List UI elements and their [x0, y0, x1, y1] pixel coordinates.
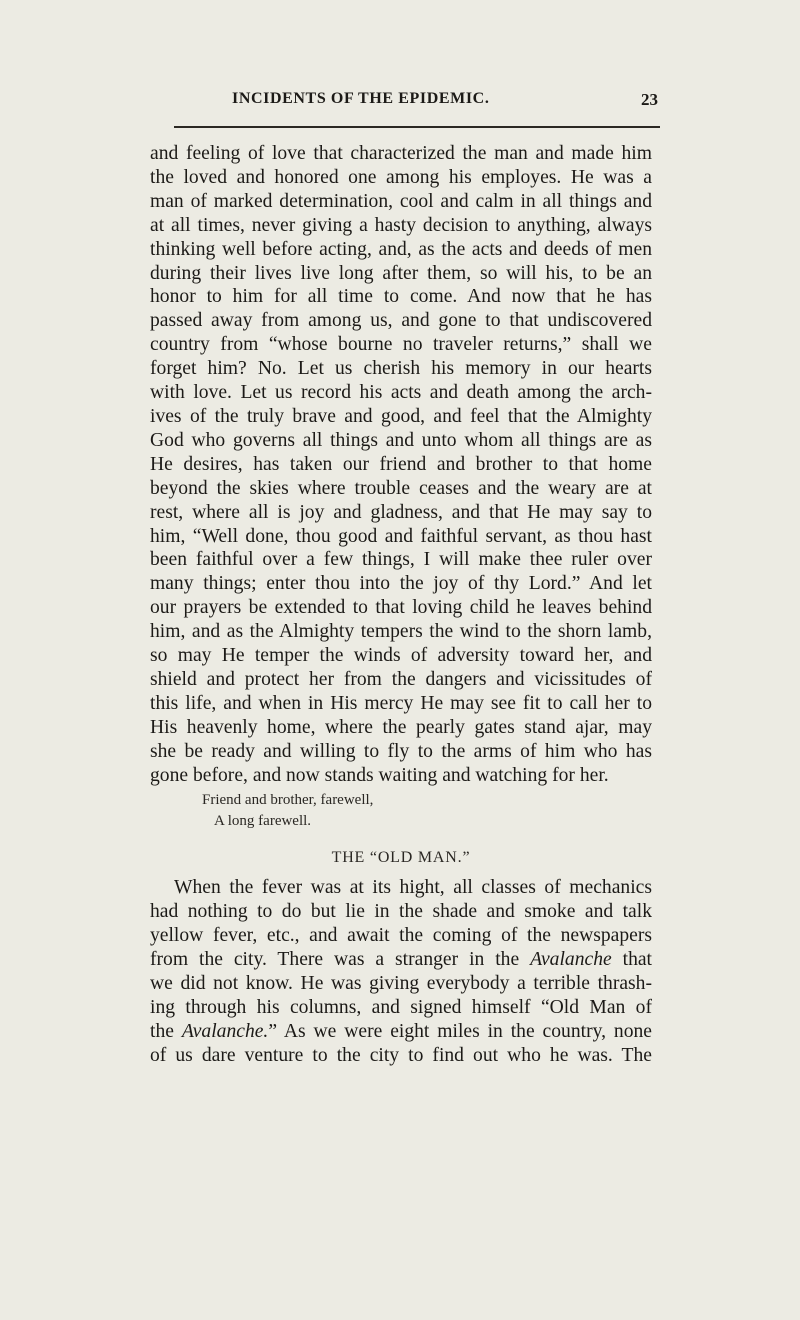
- text-line: man of marked determination, cool and calm in all things and: [150, 190, 652, 212]
- text-line: she be ready and willing to fly to the arms of him who has: [150, 740, 652, 762]
- text-line: yellow fever, etc., and await the coming of the newspapers: [150, 925, 652, 947]
- book-page: [0, 90, 800, 1320]
- text-line: ives of the truly brave and good, and feel that the Almighty: [150, 405, 652, 427]
- page-body: [150, 142, 652, 1068]
- text-line: we did not know. He was giving everybody a terrible thrash-: [150, 973, 652, 994]
- text-line: [150, 948, 652, 972]
- section-heading: THE “OLD MAN.”: [331, 849, 471, 867]
- text-line: the loved and honored one among his employes. He was a: [150, 166, 652, 188]
- text-line: rest, where all is joy and gladness, and that He may say to: [150, 501, 652, 523]
- text-line: shield and protect her from the dangers and vicissitudes of: [150, 668, 652, 690]
- text-run: that: [611, 949, 652, 971]
- text-line: our prayers be extended to that loving child he leaves behind: [150, 597, 652, 619]
- text-line: so may He temper the winds of adversity toward her, and: [150, 645, 652, 667]
- paragraph-old-man: [150, 876, 652, 1067]
- text-line: him, and as the Almighty tempers the wind to the shorn lamb,: [150, 621, 652, 643]
- text-line: thinking well before acting, and, as the acts and deeds of men: [150, 238, 652, 260]
- text-line: this life, and when in His mercy He may see fit to call her to: [150, 692, 652, 714]
- text-line: during their lives live long after them, so will his, to be an: [150, 262, 652, 284]
- text-line: passed away from among us, and gone to that undiscovered: [150, 310, 652, 332]
- text-line: him, “Well done, thou good and faithful servant, as thou hast: [150, 525, 652, 547]
- text-line: gone before, and now stands waiting and watching for her.: [150, 764, 609, 786]
- text-line: and feeling of love that characterized the man and made him: [150, 143, 652, 164]
- page-number: 23: [641, 90, 658, 109]
- verse-stanza: [202, 790, 652, 832]
- text-line: country from “whose bourne no traveler returns,” shall we: [150, 334, 652, 356]
- text-line: many things; enter thou into the joy of thy Lord.” And let: [150, 573, 652, 595]
- header-rule: [174, 126, 660, 128]
- text-line: honor to him for all time to come. And now that he has: [150, 286, 652, 308]
- italic-title: Avalanche.: [181, 1020, 269, 1042]
- text-run: ” As we were eight miles in the country, none: [268, 1020, 652, 1042]
- text-line: with love. Let us record his acts and death among the arch-: [150, 382, 652, 404]
- verse-line: Friend and brother, farewell,: [202, 792, 374, 809]
- text-line: When the fever was at its hight, all classes of mechanics: [174, 877, 652, 899]
- text-line: at all times, never giving a hasty decision to anything, always: [150, 214, 652, 236]
- page-header: [150, 90, 658, 120]
- text-line: [150, 1020, 652, 1044]
- text-line: His heavenly home, where the pearly gates stand ajar, may: [150, 716, 652, 738]
- text-line: of us dare venture to the city to find out who he was. The: [150, 1044, 652, 1066]
- verse-line: A long farewell.: [214, 813, 312, 830]
- text-line: He desires, has taken our friend and brother to that home: [150, 453, 652, 475]
- text-line: ing through his columns, and signed himself “Old Man of: [150, 996, 652, 1018]
- running-head: INCIDENTS OF THE EPIDEMIC.: [232, 90, 490, 107]
- text-run: from the city. There was a stranger in the: [150, 949, 531, 971]
- text-line: forget him? No. Let us cherish his memory in our hearts: [150, 358, 652, 380]
- text-line: beyond the skies where trouble ceases and the weary are at: [150, 477, 652, 499]
- italic-title: Avalanche: [530, 949, 612, 971]
- text-line: had nothing to do but lie in the shade and smoke and talk: [150, 901, 652, 923]
- text-line: God who governs all things and unto whom all things are as: [150, 429, 652, 451]
- text-run: the: [150, 1020, 182, 1042]
- paragraph-eulogy: [150, 142, 652, 787]
- text-line: been faithful over a few things, I will make thee ruler over: [150, 549, 652, 571]
